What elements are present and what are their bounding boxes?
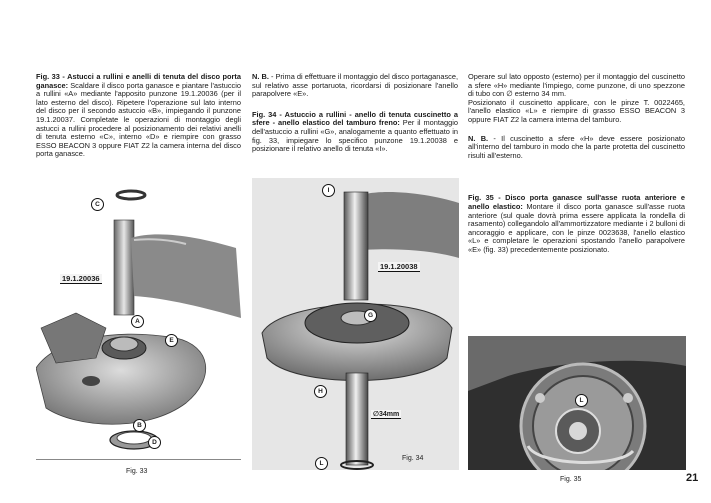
col3-paragraph-2: Posizionato il cuscinetto applicare, con le pinze T. 0022465, l'anello elastico «L» e riempire di grasso ESSO BEACON 3 oppure FIAT Z2 la camera interna del tamburo. bbox=[468, 97, 685, 124]
fig34-paragraph bbox=[252, 111, 458, 154]
nb-paragraph-2 bbox=[468, 135, 685, 161]
text-column-1 bbox=[36, 73, 241, 165]
fig35-heading: Fig. 35 - Disco porta ganasce sull'asse ruota anteriore e anello elastico: bbox=[468, 193, 685, 211]
fig35-caption: Fig. 35 bbox=[560, 476, 582, 483]
nb-body-1: - Prima di effettuare il montaggio del disco portaganasce, sul relativo asse portaruota, ricordarsi di posizionare l'anello parapolvere «E». bbox=[252, 72, 458, 99]
fig33-label-b: B bbox=[133, 419, 146, 432]
fig33-label-c: C bbox=[91, 198, 104, 211]
fig33-label-d: D bbox=[148, 436, 161, 449]
fig34-heading: Fig. 34 - Astuccio a rullini - anello di tenuta cuscinetto a sfere - anello elastico del tamburo freno: bbox=[252, 109, 458, 128]
text-column-3 bbox=[468, 73, 685, 261]
fig33-caption: Fig. 33 bbox=[126, 468, 148, 475]
fig34-illustration bbox=[252, 178, 459, 470]
fig33-heading: Fig. 33 - Astucci a rullini e anelli di tenuta del disco porta ganasce: bbox=[36, 72, 241, 90]
fig35-photo bbox=[468, 336, 686, 470]
fig33-paragraph bbox=[36, 73, 241, 159]
fig33-photo bbox=[36, 178, 241, 460]
fig35-label-l: L bbox=[575, 394, 588, 407]
nb-body-2: - Il cuscinetto a sfere «H» deve essere posizionato all'interno del tamburo in modo che la parte protetta del cuscinetto risulti all'esterno. bbox=[468, 133, 685, 160]
fig33-body: Scaldare il disco porta ganasce e piantare l'astuccio a rullini «A» mediante l'apposito punzone 19.1.20036 (per il lato esterno del disco). Ripetere l'operazione sul lato interno del disco per il secondo astuccio «B», impiegando il punzone 19.1.20037. Completate le operazioni di montaggio degli astucci a rullini procedere al posizionamento dei relativi anelli di tenuta esterno «C», interno «D» e riempire con grasso ESSO BEACON 3 oppure FIAT Z2 la camera interna del disco porta ganasce. bbox=[36, 80, 241, 159]
fig34-body: Per il montaggio dell'astuccio a rullini «G», analogamente a quanto effettuato in fig. 33, impiegare lo specifico punzone 19.1.20038 e posizionare il relativo anello di tenuta «I». bbox=[252, 118, 458, 154]
fig34-label-h: H bbox=[314, 385, 327, 398]
fig34-tool-code: 19.1.20038 bbox=[380, 262, 418, 271]
fig34-label-g: G bbox=[364, 309, 377, 322]
fig34-photo bbox=[252, 178, 459, 470]
text-column-2 bbox=[252, 73, 458, 160]
nb-label-1: N. B. bbox=[252, 72, 269, 81]
fig33-tool-code: 19.1.20036 bbox=[62, 274, 100, 283]
fig34-label-l: L bbox=[315, 457, 328, 470]
fig35-body: Montare il disco porta ganasce sull'asse ruota anteriore (sul quale dovrà prima essere applicata la rondella di rasamento) collegandolo all'ammortizzatore mediante i 2 bulloni di ancoraggio e applicare, con le pinze 0023638, l'anello elastico «L» e completare le operazioni spostando l'anello parapolvere «E» (fig. 33) precedentemente posizionato. bbox=[468, 201, 685, 254]
page-number: 21 bbox=[686, 472, 699, 484]
col3-paragraph-1: Operare sul lato opposto (esterno) per il montaggio del cuscinetto a sfere «H» mediante l'impiego, come punzone, di uno spezzone di tubo con ∅ esterno 34 mm. bbox=[468, 72, 685, 99]
nb-label-2: N. B. bbox=[468, 133, 489, 143]
fig35-paragraph bbox=[468, 194, 685, 254]
nb-paragraph-1 bbox=[252, 73, 458, 99]
fig33-label-a: A bbox=[131, 315, 144, 328]
fig33-label-e: E bbox=[165, 334, 178, 347]
fig34-diameter: ∅34mm bbox=[373, 411, 400, 418]
fig34-label-i: I bbox=[322, 184, 335, 197]
fig34-caption: Fig. 34 bbox=[402, 455, 424, 462]
